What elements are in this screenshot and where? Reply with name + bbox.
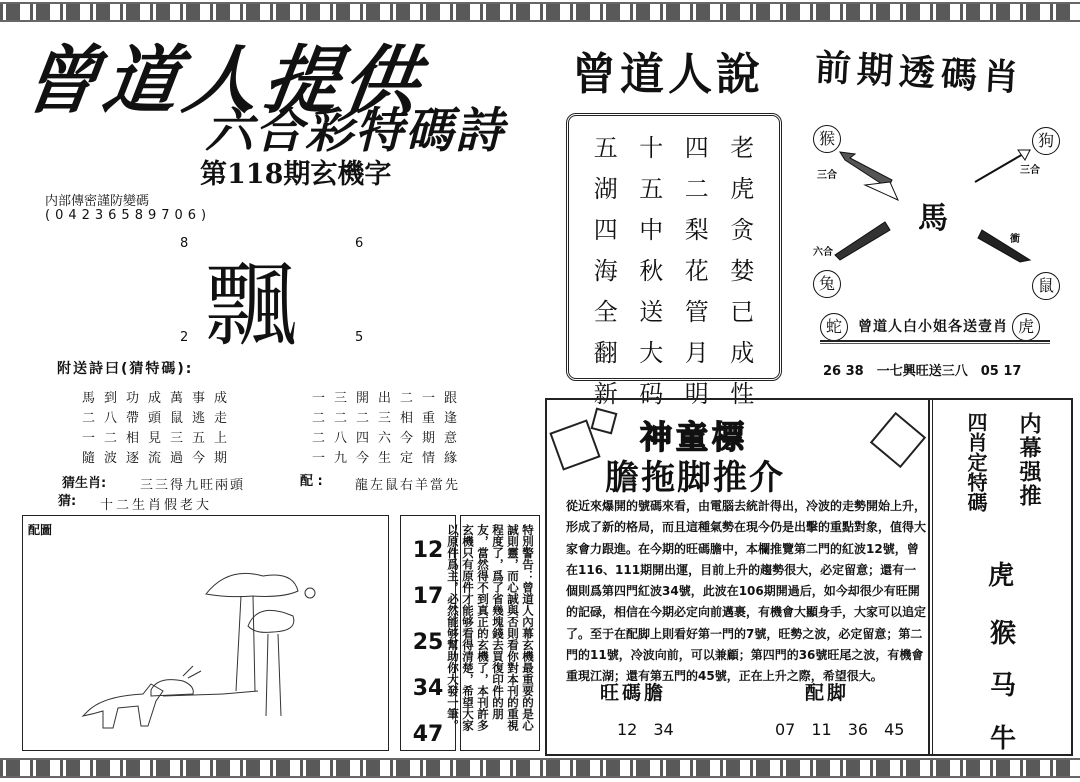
relation-label: 三合 <box>1020 165 1040 176</box>
side-pick-numbers: 07 11 36 45 <box>775 720 905 739</box>
saying-char: 成 <box>730 339 755 367</box>
saying-char: 性 <box>730 380 755 408</box>
corner-number: 5 <box>355 330 364 345</box>
feature-subtitle: 膽拖脚推介 <box>605 458 785 498</box>
mystery-character: 飄 <box>205 252 298 359</box>
zodiac-node-dog: 狗 <box>1032 127 1060 155</box>
recommend-zodiac: 虎 <box>988 561 1015 591</box>
saying-char: 翻 <box>593 339 618 367</box>
main-pick-numbers: 12 34 <box>617 720 674 739</box>
recommend-zodiac: 马 <box>990 671 1017 701</box>
feature-divider <box>928 398 933 756</box>
saying-char: 秋 <box>639 257 664 285</box>
main-title: 曾道人提供 <box>18 38 431 124</box>
recommend-subtitle: 四肖定特碼 <box>964 412 988 512</box>
special-number: 25 <box>412 630 444 655</box>
corner-number: 2 <box>180 330 189 345</box>
recommend-zodiac: 猴 <box>990 619 1017 649</box>
poem-line: 一二相見三五上 <box>82 431 237 446</box>
saying-char: 四 <box>684 134 709 162</box>
warning-text: 特別警告：曾道人內幕玄機最重要的是心誠則靈，而心誠與否則看你對本刊的重視程度了，爲了省幾塊錢去買復印件的朋友，當然得不到真正的玄機了，本刊許多玄機只有原件才能够看得清楚，希望大家以原件爲主，必然能够幫助你大發一筆。 <box>460 515 540 751</box>
secret-code: (04236589706) <box>45 208 212 223</box>
poem-line: 隨波逐流過今期 <box>82 451 237 466</box>
saying-char: 贪 <box>730 216 755 244</box>
match-value: 龍左鼠右羊當先 <box>355 478 461 493</box>
bottom-border <box>0 758 1080 778</box>
zodiac-snake: 蛇 <box>820 313 848 341</box>
saying-char: 新 <box>593 380 618 408</box>
match-label: 配 : <box>300 474 323 489</box>
saying-char: 中 <box>639 216 664 244</box>
zodiac-value: 三三得九旺兩頭 <box>140 478 246 493</box>
guess-value: 十二生肖假老大 <box>100 498 213 513</box>
recommend-zodiac: 牛 <box>990 724 1017 754</box>
mystery-heading: 第118期玄機字 <box>200 159 392 190</box>
diagram-footer-text: 曾道人白小姐各送壹肖 <box>858 319 1008 335</box>
relation-label: 三合 <box>817 170 837 181</box>
saying-char: 明 <box>684 380 709 408</box>
special-number: 34 <box>412 676 444 701</box>
zodiac-node-rabbit: 兔 <box>813 270 841 298</box>
poem-left <box>82 387 236 467</box>
guess-label: 猜: <box>58 494 77 509</box>
zodiac-node-monkey: 猴 <box>813 125 841 153</box>
picture-box <box>22 515 389 751</box>
divider <box>820 340 1050 344</box>
saying-char: 虎 <box>730 175 755 203</box>
saying-char: 湖 <box>593 175 618 203</box>
poem-line: 二二二三相重逢 <box>312 411 467 426</box>
saying-char: 老 <box>730 134 755 162</box>
diagram-bottom-line: 26 38 一七興旺送三八 05 17 <box>823 364 1022 379</box>
saying-char: 大 <box>639 339 664 367</box>
special-number: 12 <box>412 538 444 563</box>
main-pick-label: 旺碼膽 <box>600 682 667 704</box>
saying-char: 送 <box>639 298 664 326</box>
saying-box <box>566 113 782 408</box>
special-number: 47 <box>412 722 444 747</box>
saying-char: 四 <box>593 216 618 244</box>
poem-line: 二八帶頭鼠逃走 <box>82 411 237 426</box>
zodiac-label: 猜生肖: <box>62 476 107 491</box>
poem-line: 馬到功成萬事成 <box>82 391 237 406</box>
zodiac-center-horse: 馬 <box>918 201 948 236</box>
subtitle: 六合彩特碼詩 <box>205 103 506 159</box>
saying-title: 曾道人說 <box>572 49 764 100</box>
saying-char: 月 <box>684 339 709 367</box>
poem-heading: 附送詩曰(猜特碼): <box>57 361 194 377</box>
saying-char: 五 <box>639 175 664 203</box>
saying-char: 已 <box>730 298 755 326</box>
poem-line: 二八四六今期意 <box>312 431 467 446</box>
saying-char: 婪 <box>730 257 755 285</box>
saying-char: 二 <box>684 175 709 203</box>
saying-char: 码 <box>639 380 664 408</box>
feature-title: 神童標 <box>640 418 749 456</box>
saying-char: 梨 <box>684 216 709 244</box>
recommend-title: 内幕强推 <box>1016 412 1042 508</box>
secret-note: 内部傳密謹防變碼 <box>45 194 150 209</box>
poem-right <box>312 387 466 467</box>
side-pick-label: 配脚 <box>805 682 850 704</box>
special-number: 17 <box>412 584 444 609</box>
top-border <box>0 2 1080 22</box>
picture-label: 配圖 <box>28 523 53 537</box>
poem-line: 一三開出二一跟 <box>312 391 467 406</box>
corner-number: 8 <box>180 236 189 251</box>
saying-char: 海 <box>593 257 618 285</box>
saying-char: 管 <box>684 298 709 326</box>
saying-char: 花 <box>684 257 709 285</box>
relation-label: 衝 <box>1010 234 1020 245</box>
feature-article: 從近來爆開的號碼來看，由電腦去統計得出，冷波的走勢開始上升，形成了新的格局，而且這種氣勢在現今仍是出擊的重點對象，值得大家會力跟進。在今期的旺碼膽中，本欄推覽第二門的紅波12號，曾在116、111期開出運，目前上升的趨勢很大，必定留意；還有一個則爲第四門紅波34號，此波在106期開過后，如今却很少有旺開的記碌，相信在今期必定向前邁裹，有機會大顯身手，大家可以追定了。至于在配脚上則看好第一門的7號，旺勢之波，必定留意；第二門的11號，冷波向前，可以兼顧；第四門的36號旺尾之波，有機會重現江湖；還有第五門的45號，正在上升之際，希望很大。 <box>566 499 927 684</box>
saying-char: 五 <box>593 134 618 162</box>
saying-char: 全 <box>593 298 618 326</box>
zodiac-node-rat: 鼠 <box>1032 272 1060 300</box>
saying-char: 十 <box>639 134 664 162</box>
relation-label: 六合 <box>813 247 833 258</box>
corner-number: 6 <box>355 236 364 251</box>
zodiac-tiger: 虎 <box>1012 313 1040 341</box>
diagram-title: 前期透碼肖 <box>813 46 1026 100</box>
illustration <box>23 516 388 750</box>
poem-line: 一九今生定情緣 <box>312 451 467 466</box>
